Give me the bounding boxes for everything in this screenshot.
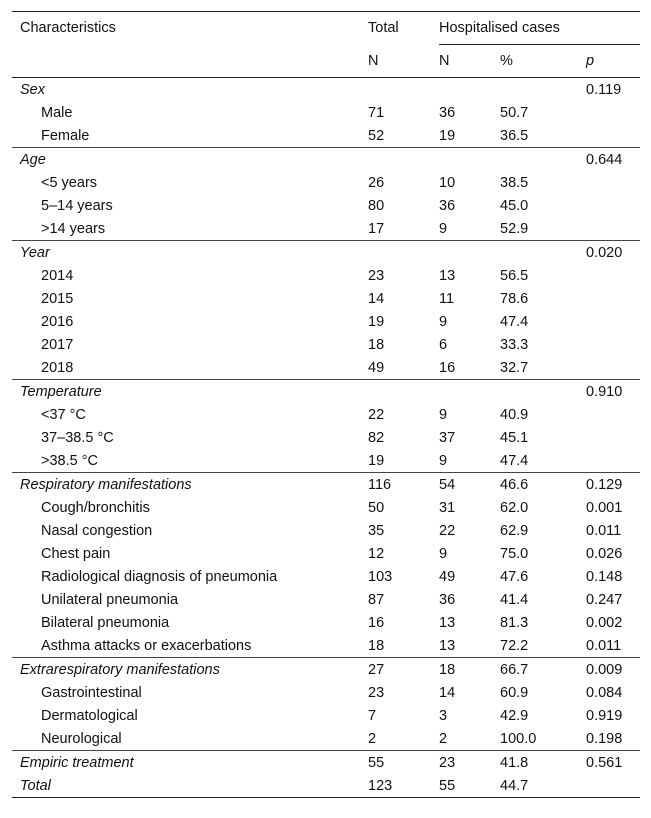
table-row xyxy=(12,658,640,682)
row-label: Year xyxy=(12,241,368,265)
row-n: 6 xyxy=(439,336,448,353)
row-pct: 46.6 xyxy=(500,473,586,497)
row-p xyxy=(586,101,640,124)
row-n xyxy=(439,148,500,172)
row-pct: 40.9 xyxy=(500,406,529,423)
table-row xyxy=(12,751,640,775)
row-pct: 100.0 xyxy=(500,730,537,747)
header-n-total: N xyxy=(368,45,439,78)
row-n: 19 xyxy=(439,127,456,144)
row-pct xyxy=(500,148,586,172)
table-row xyxy=(12,449,640,473)
row-p xyxy=(586,287,640,310)
row-label: Dermatological xyxy=(41,707,138,724)
table-row xyxy=(12,78,640,102)
row-n: 9 xyxy=(439,406,448,423)
header-hospitalised-cases: Hospitalised cases xyxy=(439,12,640,45)
row-n xyxy=(439,241,500,265)
row-label: Respiratory manifestations xyxy=(12,473,368,497)
row-n: 23 xyxy=(439,751,500,775)
row-label: >14 years xyxy=(41,220,106,237)
row-n: 11 xyxy=(439,290,455,307)
table-row xyxy=(12,310,640,333)
row-label: >38.5 °C xyxy=(41,452,98,469)
row-n: 13 xyxy=(439,614,456,631)
row-n xyxy=(439,78,500,102)
row-total: 2 xyxy=(368,730,377,747)
table-row xyxy=(12,634,640,658)
row-pct: 42.9 xyxy=(500,707,529,724)
row-total: 26 xyxy=(368,174,385,191)
table-row xyxy=(12,542,640,565)
row-total: 23 xyxy=(368,267,385,284)
row-n: 18 xyxy=(439,658,500,682)
row-p: 0.084 xyxy=(586,684,623,701)
table-row xyxy=(12,611,640,634)
row-label: 37–38.5 °C xyxy=(41,429,114,446)
row-label: Gastrointestinal xyxy=(41,684,142,701)
row-total xyxy=(368,241,439,265)
row-pct: 66.7 xyxy=(500,658,586,682)
row-label: Radiological diagnosis of pneumonia xyxy=(41,568,278,585)
row-n: 10 xyxy=(439,174,456,191)
header-p-value: p xyxy=(586,45,640,78)
row-label: 2018 xyxy=(41,359,74,376)
row-p: 0.011 xyxy=(586,522,622,539)
row-total: 17 xyxy=(368,220,385,237)
row-p: 0.919 xyxy=(586,707,623,724)
row-pct xyxy=(500,241,586,265)
row-p xyxy=(586,449,640,473)
row-total: 18 xyxy=(368,336,385,353)
row-n: 36 xyxy=(439,104,456,121)
row-total xyxy=(368,78,439,102)
row-label: Bilateral pneumonia xyxy=(41,614,170,631)
row-pct: 47.4 xyxy=(500,313,529,330)
row-p xyxy=(586,194,640,217)
row-total: 71 xyxy=(368,104,385,121)
table-row xyxy=(12,727,640,751)
row-p: 0.644 xyxy=(586,148,640,172)
header-n-hosp: N xyxy=(439,45,500,78)
row-p xyxy=(586,403,640,426)
row-p xyxy=(586,426,640,449)
row-p: 0.129 xyxy=(586,473,640,497)
row-pct: 45.1 xyxy=(500,429,529,446)
row-total: 23 xyxy=(368,684,385,701)
row-label: Empiric treatment xyxy=(12,751,368,775)
row-n: 13 xyxy=(439,637,456,654)
row-label: Male xyxy=(41,104,73,121)
row-p: 0.001 xyxy=(586,499,623,516)
row-p xyxy=(586,333,640,356)
row-pct: 56.5 xyxy=(500,267,529,284)
row-total: 82 xyxy=(368,429,385,446)
row-label: Extrarespiratory manifestations xyxy=(12,658,368,682)
row-n: 9 xyxy=(439,545,448,562)
row-pct: 36.5 xyxy=(500,127,529,144)
row-pct: 50.7 xyxy=(500,104,529,121)
row-total: 14 xyxy=(368,290,385,307)
row-label: Total xyxy=(12,774,368,798)
row-p xyxy=(586,171,640,194)
row-n: 37 xyxy=(439,429,456,446)
table-row xyxy=(12,403,640,426)
row-pct: 62.9 xyxy=(500,522,529,539)
table-row xyxy=(12,681,640,704)
row-total: 16 xyxy=(368,614,385,631)
row-pct: 75.0 xyxy=(500,545,529,562)
row-pct: 60.9 xyxy=(500,684,529,701)
row-total: 22 xyxy=(368,406,385,423)
header-row-2 xyxy=(12,45,640,78)
row-total: 35 xyxy=(368,522,385,539)
row-label: 2015 xyxy=(41,290,74,307)
table-row xyxy=(12,519,640,542)
row-label: Nasal congestion xyxy=(41,522,153,539)
table-row xyxy=(12,588,640,611)
row-label: Chest pain xyxy=(41,545,111,562)
row-p: 0.198 xyxy=(586,730,623,747)
row-p xyxy=(586,774,640,798)
row-n: 3 xyxy=(439,707,448,724)
row-pct xyxy=(500,380,586,404)
row-pct: 47.6 xyxy=(500,568,529,585)
table-row xyxy=(12,426,640,449)
row-label: 2017 xyxy=(41,336,74,353)
table-row xyxy=(12,101,640,124)
row-n: 16 xyxy=(439,359,456,376)
row-pct: 72.2 xyxy=(500,637,529,654)
row-total: 87 xyxy=(368,591,385,608)
row-p xyxy=(586,124,640,148)
row-total: 49 xyxy=(368,359,385,376)
table-row xyxy=(12,356,640,380)
header-characteristics: Characteristics xyxy=(12,12,368,45)
row-label: 2014 xyxy=(41,267,74,284)
row-label: Unilateral pneumonia xyxy=(41,591,179,608)
row-label: <37 °C xyxy=(41,406,86,423)
row-p xyxy=(586,264,640,287)
row-label: Temperature xyxy=(12,380,368,404)
header-total: Total xyxy=(368,12,439,45)
table-row xyxy=(12,148,640,172)
row-label: <5 years xyxy=(41,174,98,191)
row-total: 80 xyxy=(368,197,385,214)
row-p: 0.561 xyxy=(586,751,640,775)
table-row xyxy=(12,333,640,356)
row-pct: 47.4 xyxy=(500,452,529,469)
row-n: 9 xyxy=(439,220,448,237)
row-n xyxy=(439,380,500,404)
table-row xyxy=(12,264,640,287)
row-n: 9 xyxy=(439,313,448,330)
table-row xyxy=(12,565,640,588)
row-n: 36 xyxy=(439,197,456,214)
row-n: 36 xyxy=(439,591,456,608)
row-p xyxy=(586,356,640,380)
row-p: 0.002 xyxy=(586,614,623,631)
row-n: 14 xyxy=(439,684,456,701)
row-total: 103 xyxy=(368,568,393,585)
table-row xyxy=(12,380,640,404)
row-total: 27 xyxy=(368,658,439,682)
row-p: 0.247 xyxy=(586,591,623,608)
row-pct: 41.8 xyxy=(500,751,586,775)
row-label: Cough/bronchitis xyxy=(41,499,150,516)
row-label: Asthma attacks or exacerbations xyxy=(41,637,252,654)
table-row xyxy=(12,241,640,265)
row-total: 50 xyxy=(368,499,385,516)
table-row xyxy=(12,217,640,241)
row-label: Sex xyxy=(12,78,368,102)
header-percent: % xyxy=(500,45,586,78)
row-pct: 33.3 xyxy=(500,336,529,353)
row-pct: 32.7 xyxy=(500,359,529,376)
row-pct: 44.7 xyxy=(500,774,586,798)
row-pct: 45.0 xyxy=(500,197,529,214)
row-n: 55 xyxy=(439,774,500,798)
row-total xyxy=(368,380,439,404)
characteristics-table xyxy=(12,11,640,798)
row-total: 7 xyxy=(368,707,377,724)
row-label: 5–14 years xyxy=(41,197,113,214)
row-n: 22 xyxy=(439,522,456,539)
row-p xyxy=(586,217,640,241)
row-n: 2 xyxy=(439,730,448,747)
row-p: 0.026 xyxy=(586,545,623,562)
characteristics-table-container xyxy=(12,11,640,798)
row-p: 0.009 xyxy=(586,658,640,682)
row-label: Neurological xyxy=(41,730,122,747)
row-pct: 52.9 xyxy=(500,220,529,237)
table-row xyxy=(12,496,640,519)
header-blank xyxy=(12,45,368,78)
row-total: 55 xyxy=(368,751,439,775)
row-pct: 78.6 xyxy=(500,290,529,307)
row-total: 19 xyxy=(368,313,385,330)
row-label: Age xyxy=(12,148,368,172)
row-p: 0.148 xyxy=(586,568,623,585)
row-p xyxy=(586,310,640,333)
row-n: 49 xyxy=(439,568,456,585)
row-pct xyxy=(500,78,586,102)
table-row xyxy=(12,473,640,497)
row-n: 31 xyxy=(439,499,456,516)
table-row xyxy=(12,194,640,217)
row-p: 0.020 xyxy=(586,241,640,265)
table-row xyxy=(12,774,640,798)
row-p: 0.910 xyxy=(586,380,640,404)
row-pct: 41.4 xyxy=(500,591,529,608)
row-total: 123 xyxy=(368,774,439,798)
row-total xyxy=(368,148,439,172)
table-row xyxy=(12,171,640,194)
row-pct: 62.0 xyxy=(500,499,529,516)
row-n: 9 xyxy=(439,452,448,469)
row-total: 52 xyxy=(368,127,385,144)
header-row-1 xyxy=(12,12,640,45)
table-row xyxy=(12,704,640,727)
row-total: 19 xyxy=(368,452,385,469)
row-pct: 38.5 xyxy=(500,174,529,191)
row-n: 13 xyxy=(439,267,456,284)
row-n: 54 xyxy=(439,473,500,497)
table-row xyxy=(12,124,640,148)
row-pct: 81.3 xyxy=(500,614,529,631)
row-total: 116 xyxy=(368,473,439,497)
row-total: 12 xyxy=(368,545,385,562)
row-label: Female xyxy=(41,127,90,144)
row-p: 0.119 xyxy=(586,78,640,102)
row-p: 0.011 xyxy=(586,637,622,654)
table-row xyxy=(12,287,640,310)
row-label: 2016 xyxy=(41,313,74,330)
row-total: 18 xyxy=(368,637,385,654)
